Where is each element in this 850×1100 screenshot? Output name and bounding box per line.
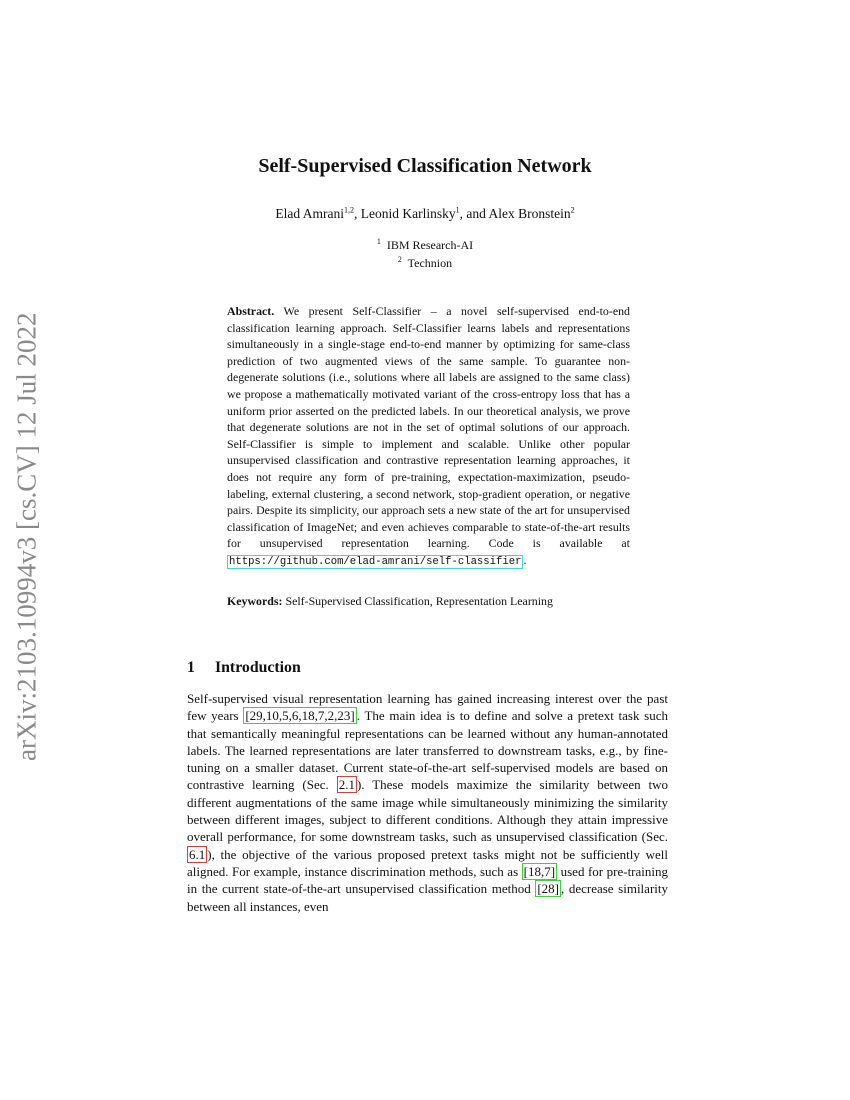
introduction-paragraph <box>187 690 668 915</box>
affiliation-mark: 2 <box>397 255 402 264</box>
section-ref-link[interactable]: 6.1 <box>189 846 206 862</box>
abstract <box>227 303 630 571</box>
section-heading-introduction <box>187 659 301 677</box>
intro-text: ), the objective of the various proposed pretext tasks might not be sufficiently well aligned. For example, instance discrimination methods, such as <box>187 846 668 879</box>
affiliation-name: IBM Research-AI <box>386 238 474 252</box>
citation-link[interactable]: [29,10,5,6,18,7,2,23] <box>245 708 355 724</box>
citation-link[interactable]: [28] <box>537 881 559 897</box>
intro-text: Self-supervised visual representation learning has gained increasing interest over the past few years <box>187 691 668 724</box>
author-name: , Leonid Karlinsky <box>354 206 456 221</box>
author-affiliation-mark: 2 <box>570 205 575 215</box>
author-name: , and Alex Bronstein <box>459 206 571 221</box>
author-affiliation-mark: 1,2 <box>344 205 354 215</box>
abstract-end: . <box>523 552 527 567</box>
section-title: Introduction <box>215 659 301 676</box>
keywords-label: Keywords: <box>227 594 283 608</box>
affiliation-technion <box>0 256 850 271</box>
affiliation-name: Technion <box>407 256 453 270</box>
abstract-text: We present Self-Classifier – a novel self-supervised end-to-end classification learning approach. Self-Classifier learns labels and representations simultaneously in a single-stage end-to-end manner by optimizing for same-class prediction of two augmented views of the same sample. To guarantee non-degenerate solutions (i.e., solutions where all labels are assigned to the same class) we propose a mathematically motivated variant of the cross-entropy loss that has a uniform prior asserted on the predicted labels. In our theoretical analysis, we prove that degenerate solutions are not in the set of optimal solutions of our approach. Self-Classifier is simple to implement and scalable. Unlike other popular unsupervised classification and contrastive representation learning approaches, it does not require any form of pre-training, expectation-maximization, pseudo-labeling, external clustering, a second network, stop-gradient operation, or negative pairs. Despite its simplicity, our approach sets a new state of the art for unsupervised classification of ImageNet; and even achieves comparable to state-of-the-art results for unsupervised representation learning. Code is available at <box>227 304 630 551</box>
affiliation-mark: 1 <box>376 237 381 246</box>
section-ref-link[interactable]: 2.1 <box>338 777 355 793</box>
abstract-label: Abstract. <box>227 304 275 318</box>
intro-text: ). These models maximize the similarity between two different augmentations of the same image while simultaneously minimizing the similarity between different images, subject to different conditions. Although they attain impressive overall performance, for some downstream tasks, such as unsupervised classification (Sec. <box>187 777 669 845</box>
intro-text: . The main idea is to define and solve a pretext task such that semantically meaningful representations can be learned without any human-annotated labels. The learned representations are later transferred to downstream tasks, e.g., by fine-tuning on a smaller dataset. Current state-of-the-art self-supervised models are based on contrastive learning (Sec. <box>187 708 669 793</box>
code-link[interactable]: https://github.com/elad-amrani/self-classifier <box>229 555 522 568</box>
citation-link[interactable]: [18,7] <box>523 863 556 879</box>
author-name: Elad Amrani <box>275 206 344 221</box>
section-number: 1 <box>187 659 195 676</box>
keywords-text: Self-Supervised Classification, Representation Learning <box>282 594 553 608</box>
intro-text: used for pre-training in the current state-of-the-art unsupervised classification method <box>187 863 668 897</box>
affiliation-ibm <box>0 238 850 253</box>
arxiv-side-stamp: arXiv:2103.10994v3 [cs.CV] 12 Jul 2022 <box>11 312 42 762</box>
author-affiliation-mark: 1 <box>455 205 460 215</box>
intro-text: , decrease similarity between all instances, even <box>187 881 668 914</box>
author-list <box>0 206 850 222</box>
paper-title: Self-Supervised Classification Network <box>258 155 592 177</box>
keywords <box>227 594 630 609</box>
